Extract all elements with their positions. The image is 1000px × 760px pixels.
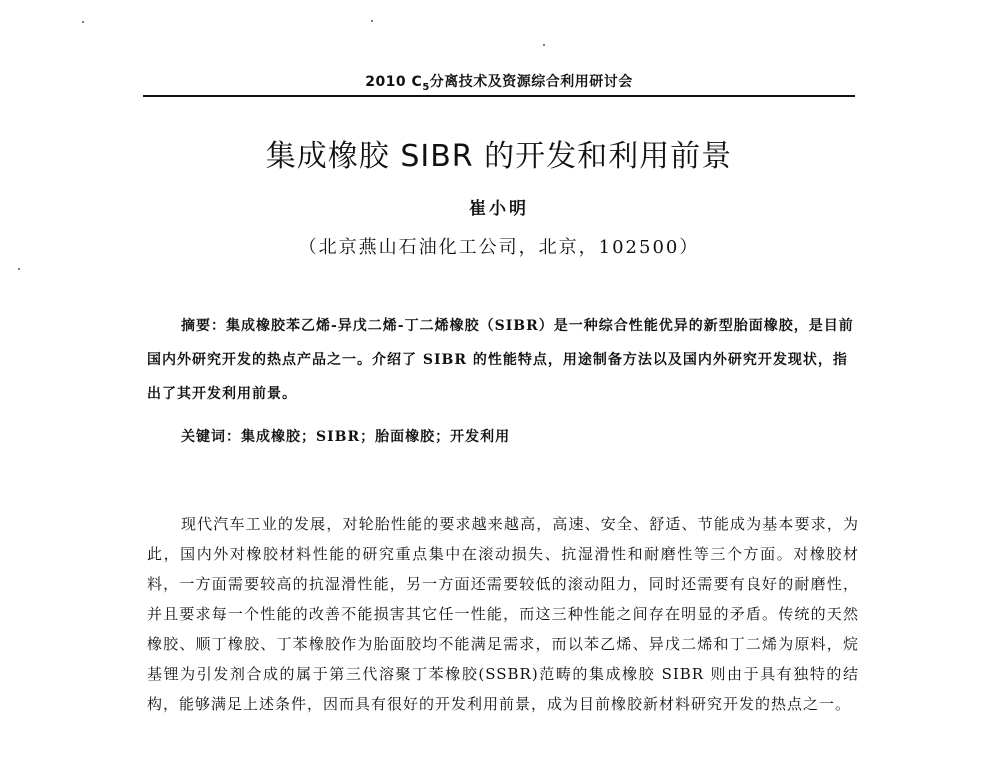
author-name: 崔小明 xyxy=(469,199,529,219)
body-paragraph: 现代汽车工业的发展，对轮胎性能的要求越来越高，高速、安全、舒适、节能成为基本要求，为此，国内外对橡胶材料性能的研究重点集中在滚动损失、抗湿滑性和耐磨性等三个方面。对橡胶材料，一方面需要较高的抗湿滑性能，另一方面还需要较低的滚动阻力，同时还需要有良好的耐磨性，并且要求每一个性能的改善不能损害其它任一性能，而这三种性能之间存在明显的矛盾。传统的天然橡胶、顺丁橡胶、丁苯橡胶作为胎面胶均不能满足需求，而以苯乙烯、异戊二烯和丁二烯为原料，烷基锂为引发剂合成的属于第三代溶聚丁苯橡胶(SSBR)范畴的集成橡胶 SIBR 则由于具有独特的结构，能够满足上述条件，因而具有很好的开发利用前景，成为目前橡胶新材料研究开发的热点之一。 xyxy=(147,515,859,713)
keywords-text: 集成橡胶；SIBR；胎面橡胶；开发利用 xyxy=(241,429,511,445)
running-header xyxy=(143,71,855,93)
scan-speck xyxy=(18,268,20,270)
header-suffix: 分离技术及资源综合利用研讨会 xyxy=(429,74,633,90)
header-rule xyxy=(143,95,855,97)
affiliation: （北京燕山石油化工公司，北京，102500） xyxy=(298,237,700,258)
header-subscript: 5 xyxy=(422,81,430,93)
header-prefix: 2010 C xyxy=(365,74,423,90)
keywords-label: 关键词： xyxy=(181,429,241,445)
abstract xyxy=(147,309,859,411)
scan-speck xyxy=(82,21,84,23)
paper-title: 集成橡胶 SIBR 的开发和利用前景 xyxy=(265,139,733,174)
scan-speck xyxy=(543,44,545,46)
abstract-text: 集成橡胶苯乙烯-异戊二烯-丁二烯橡胶（SIBR）是一种综合性能优异的新型胎面橡胶，是目前国内外研究开发的热点产品之一。介绍了 SIBR 的性能特点，用途制备方法以及国内外研究开发现状，指出了其开发利用前景。 xyxy=(147,318,854,402)
scan-speck xyxy=(371,20,373,22)
keywords xyxy=(181,426,861,446)
abstract-label: 摘要： xyxy=(181,318,226,334)
